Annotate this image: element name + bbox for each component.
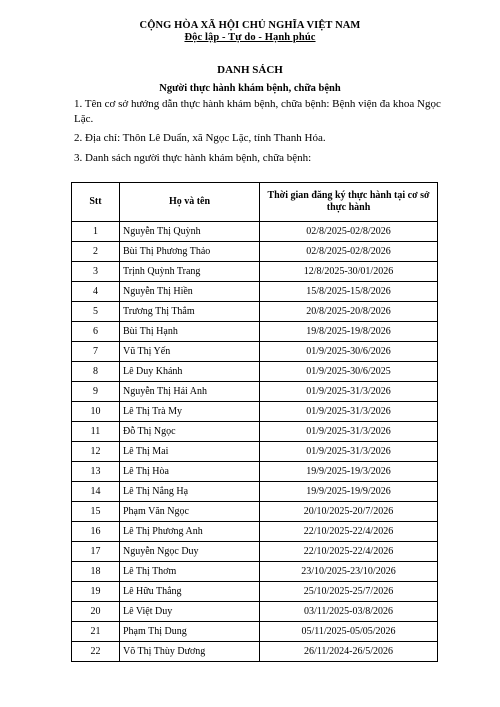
cell-name: Nguyễn Thị Quỳnh	[120, 222, 260, 242]
cell-name: Đỗ Thị Ngọc	[120, 422, 260, 442]
address-paragraph: 2. Địa chỉ: Thôn Lê Duẩn, xã Ngọc Lặc, tỉnh Thanh Hóa.	[74, 132, 326, 144]
header-time: Thời gian đăng ký thực hành tại cơ sở thực hành	[260, 183, 438, 222]
header-name: Họ và tên	[120, 183, 260, 222]
cell-time: 19/8/2025-19/8/2026	[260, 322, 438, 342]
document-subtitle: Người thực hành khám bệnh, chữa bệnh	[159, 83, 341, 94]
cell-stt: 12	[72, 442, 120, 462]
cell-stt: 10	[72, 402, 120, 422]
cell-stt: 5	[72, 302, 120, 322]
cell-name: Trương Thị Thắm	[120, 302, 260, 322]
cell-time: 05/11/2025-05/05/2026	[260, 622, 438, 642]
cell-name: Lê Thị Hòa	[120, 462, 260, 482]
cell-time: 01/9/2025-30/6/2026	[260, 342, 438, 362]
table-row	[72, 382, 438, 402]
cell-time: 02/8/2025-02/8/2026	[260, 222, 438, 242]
cell-time: 20/8/2025-20/8/2026	[260, 302, 438, 322]
cell-name: Phạm Thị Dung	[120, 622, 260, 642]
cell-stt: 3	[72, 262, 120, 282]
cell-time: 26/11/2024-26/5/2026	[260, 642, 438, 662]
cell-name: Lê Duy Khánh	[120, 362, 260, 382]
cell-name: Trịnh Quỳnh Trang	[120, 262, 260, 282]
cell-stt: 2	[72, 242, 120, 262]
cell-stt: 21	[72, 622, 120, 642]
cell-stt: 6	[72, 322, 120, 342]
cell-name: Vũ Thị Yến	[120, 342, 260, 362]
table-row	[72, 422, 438, 442]
cell-time: 25/10/2025-25/7/2026	[260, 582, 438, 602]
table-row	[72, 302, 438, 322]
motto	[0, 32, 500, 44]
cell-name: Lê Thị Trà My	[120, 402, 260, 422]
table-row	[72, 542, 438, 562]
table-row	[72, 222, 438, 242]
cell-time: 19/9/2025-19/3/2026	[260, 462, 438, 482]
cell-stt: 11	[72, 422, 120, 442]
cell-stt: 9	[72, 382, 120, 402]
cell-name: Lê Thị Phương Anh	[120, 522, 260, 542]
table-row	[72, 602, 438, 622]
cell-name: Võ Thị Thùy Dương	[120, 642, 260, 662]
table-row	[72, 402, 438, 422]
cell-time: 22/10/2025-22/4/2026	[260, 542, 438, 562]
cell-time: 20/10/2025-20/7/2026	[260, 502, 438, 522]
cell-name: Nguyễn Ngọc Duy	[120, 542, 260, 562]
table-row	[72, 322, 438, 342]
national-title: CỘNG HÒA XÃ HỘI CHỦ NGHĨA VIỆT NAM	[139, 20, 361, 31]
table-row	[72, 462, 438, 482]
cell-name: Lê Việt Duy	[120, 602, 260, 622]
cell-stt: 20	[72, 602, 120, 622]
cell-time: 02/8/2025-02/8/2026	[260, 242, 438, 262]
cell-stt: 13	[72, 462, 120, 482]
cell-stt: 4	[72, 282, 120, 302]
cell-time: 01/9/2025-30/6/2025	[260, 362, 438, 382]
cell-stt: 17	[72, 542, 120, 562]
table-row	[72, 342, 438, 362]
cell-stt: 14	[72, 482, 120, 502]
header-stt: Stt	[72, 183, 120, 222]
cell-stt: 1	[72, 222, 120, 242]
table-row	[72, 522, 438, 542]
cell-time: 19/9/2025-19/9/2026	[260, 482, 438, 502]
cell-name: Lê Thị Mai	[120, 442, 260, 462]
cell-time: 01/9/2025-31/3/2026	[260, 442, 438, 462]
cell-name: Phạm Văn Ngọc	[120, 502, 260, 522]
cell-time: 03/11/2025-03/8/2026	[260, 602, 438, 622]
document-title: DANH SÁCH	[217, 64, 283, 76]
list-intro-paragraph: 3. Danh sách người thực hành khám bệnh, chữa bệnh:	[74, 152, 312, 164]
cell-time: 12/8/2025-30/01/2026	[260, 262, 438, 282]
motto-text: Độc lập - Tự do - Hạnh phúc	[184, 32, 316, 43]
cell-time: 22/10/2025-22/4/2026	[260, 522, 438, 542]
cell-stt: 15	[72, 502, 120, 522]
table-row	[72, 502, 438, 522]
cell-name: Lê Thị Thơm	[120, 562, 260, 582]
cell-name: Bùi Thị Hạnh	[120, 322, 260, 342]
table-row	[72, 642, 438, 662]
facility-name-paragraph: 1. Tên cơ sở hướng dẫn thực hành khám bệnh, chữa bệnh: Bệnh viện đa khoa Ngọc Lặc.	[74, 98, 441, 125]
table-row	[72, 282, 438, 302]
cell-name: Nguyễn Thị Hiền	[120, 282, 260, 302]
table-row	[72, 262, 438, 282]
cell-stt: 22	[72, 642, 120, 662]
cell-time: 15/8/2025-15/8/2026	[260, 282, 438, 302]
cell-time: 23/10/2025-23/10/2026	[260, 562, 438, 582]
table-header-row	[72, 183, 438, 222]
cell-name: Nguyễn Thị Hải Anh	[120, 382, 260, 402]
cell-time: 01/9/2025-31/3/2026	[260, 382, 438, 402]
cell-time: 01/9/2025-31/3/2026	[260, 422, 438, 442]
cell-stt: 7	[72, 342, 120, 362]
cell-stt: 18	[72, 562, 120, 582]
cell-stt: 16	[72, 522, 120, 542]
table-body	[72, 222, 438, 662]
table-row	[72, 242, 438, 262]
table-row	[72, 442, 438, 462]
cell-stt: 8	[72, 362, 120, 382]
table-row	[72, 582, 438, 602]
practitioner-table	[71, 182, 438, 662]
cell-time: 01/9/2025-31/3/2026	[260, 402, 438, 422]
table-row	[72, 482, 438, 502]
table-row	[72, 562, 438, 582]
table-row	[72, 622, 438, 642]
cell-name: Lê Hữu Thắng	[120, 582, 260, 602]
table-row	[72, 362, 438, 382]
cell-name: Lê Thị Nắng Hạ	[120, 482, 260, 502]
cell-stt: 19	[72, 582, 120, 602]
cell-name: Bùi Thị Phương Thảo	[120, 242, 260, 262]
